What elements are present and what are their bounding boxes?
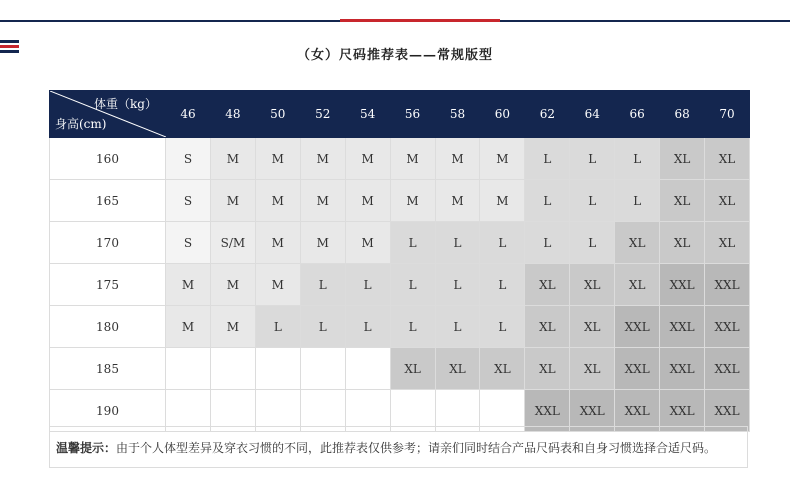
size-cell: L	[435, 222, 480, 264]
height-cell: 185	[50, 348, 166, 390]
size-cell: L	[570, 180, 615, 222]
size-cell: M	[255, 138, 300, 180]
size-cell: XXL	[525, 390, 570, 432]
weight-header-cell: 60	[480, 91, 525, 138]
size-cell: L	[615, 180, 660, 222]
size-cell: M	[255, 222, 300, 264]
weight-header-cell: 64	[570, 91, 615, 138]
size-cell: L	[480, 264, 525, 306]
size-cell: M	[480, 138, 525, 180]
size-cell: XL	[705, 180, 750, 222]
size-cell: L	[525, 180, 570, 222]
size-cell: XL	[570, 348, 615, 390]
size-cell: XXL	[615, 306, 660, 348]
size-cell: L	[570, 138, 615, 180]
weight-header-cell: 58	[435, 91, 480, 138]
weight-header-row	[50, 91, 750, 138]
height-cell: 170	[50, 222, 166, 264]
size-cell: XXL	[705, 306, 750, 348]
height-cell: 180	[50, 306, 166, 348]
size-cell: XL	[660, 180, 705, 222]
size-cell: M	[390, 180, 435, 222]
weight-header-cell: 48	[210, 91, 255, 138]
size-cell: L	[255, 306, 300, 348]
size-cell: S	[166, 180, 211, 222]
size-cell: M	[210, 264, 255, 306]
size-cell: M	[210, 306, 255, 348]
size-cell: XXL	[660, 390, 705, 432]
size-cell: XL	[525, 264, 570, 306]
size-cell: XL	[615, 264, 660, 306]
weight-header-cell: 70	[705, 91, 750, 138]
size-cell: M	[300, 138, 345, 180]
table-row	[50, 348, 750, 390]
size-cell: XXL	[615, 390, 660, 432]
size-cell: XL	[480, 348, 525, 390]
size-cell: L	[345, 264, 390, 306]
size-cell: M	[166, 264, 211, 306]
size-cell	[345, 348, 390, 390]
size-cell: L	[615, 138, 660, 180]
size-cell: XXL	[615, 348, 660, 390]
size-cell: XXL	[705, 390, 750, 432]
size-cell: XL	[390, 348, 435, 390]
size-cell: XL	[615, 222, 660, 264]
size-cell: XL	[660, 222, 705, 264]
size-cell: M	[255, 264, 300, 306]
height-cell: 160	[50, 138, 166, 180]
size-cell: M	[300, 180, 345, 222]
size-cell: L	[390, 306, 435, 348]
size-cell: M	[390, 138, 435, 180]
height-cell: 190	[50, 390, 166, 432]
weight-header-cell: 62	[525, 91, 570, 138]
size-cell: M	[210, 180, 255, 222]
weight-axis-label: 体重（kg）	[94, 97, 157, 111]
page-title: （女）尺码推荐表——常规版型	[296, 48, 493, 63]
table-row	[50, 180, 750, 222]
size-cell: S/M	[210, 222, 255, 264]
size-cell: M	[166, 306, 211, 348]
size-cell: XXL	[660, 306, 705, 348]
size-cell: XL	[570, 264, 615, 306]
weight-header-cell: 46	[166, 91, 211, 138]
size-cell: L	[480, 306, 525, 348]
size-cell: L	[345, 306, 390, 348]
size-cell: L	[390, 222, 435, 264]
size-cell: XL	[705, 222, 750, 264]
weight-header-cell: 56	[390, 91, 435, 138]
weight-header-cell: 66	[615, 91, 660, 138]
size-cell: S	[166, 222, 211, 264]
size-cell: L	[300, 306, 345, 348]
size-cell: L	[525, 222, 570, 264]
table-row	[50, 138, 750, 180]
size-cell: XXL	[705, 348, 750, 390]
size-cell: L	[435, 264, 480, 306]
size-cell: M	[255, 180, 300, 222]
size-cell	[255, 348, 300, 390]
top-accent-bar	[340, 19, 500, 22]
tip-text: 由于个人体型差异及穿衣习惯的不同，此推荐表仅供参考；请亲们同时结合产品尺码表和自身习惯选择合适尺码。	[116, 441, 717, 455]
size-cell: L	[525, 138, 570, 180]
size-cell: XL	[525, 348, 570, 390]
size-cell: M	[345, 222, 390, 264]
weight-header-cell: 54	[345, 91, 390, 138]
size-cell: XXL	[660, 348, 705, 390]
size-cell: XL	[705, 138, 750, 180]
weight-header-cell: 52	[300, 91, 345, 138]
table-corner	[50, 91, 166, 138]
size-cell: XXL	[705, 264, 750, 306]
height-cell: 165	[50, 180, 166, 222]
size-cell: M	[435, 180, 480, 222]
weight-header-cell: 50	[255, 91, 300, 138]
table-row	[50, 306, 750, 348]
size-cell: M	[210, 138, 255, 180]
size-cell: M	[480, 180, 525, 222]
size-cell: XL	[525, 306, 570, 348]
size-cell	[166, 348, 211, 390]
size-cell: L	[570, 222, 615, 264]
weight-header-cell: 68	[660, 91, 705, 138]
size-cell: XXL	[570, 390, 615, 432]
size-cell: L	[300, 264, 345, 306]
height-axis-label: 身高(cm)	[55, 117, 107, 131]
size-cell	[210, 348, 255, 390]
size-cell: L	[480, 222, 525, 264]
size-cell: XL	[660, 138, 705, 180]
size-cell: M	[345, 180, 390, 222]
size-cell: XXL	[660, 264, 705, 306]
size-cell: L	[435, 306, 480, 348]
height-cell: 175	[50, 264, 166, 306]
size-cell	[300, 348, 345, 390]
size-chart-table	[49, 90, 750, 432]
size-cell: XL	[435, 348, 480, 390]
size-cell: XL	[570, 306, 615, 348]
size-cell: L	[390, 264, 435, 306]
table-row	[50, 222, 750, 264]
size-cell: M	[345, 138, 390, 180]
size-cell: M	[435, 138, 480, 180]
tip-label: 温馨提示：	[56, 441, 117, 455]
table-row	[50, 264, 750, 306]
size-cell: M	[300, 222, 345, 264]
size-tip-note	[49, 426, 748, 468]
size-cell: S	[166, 138, 211, 180]
